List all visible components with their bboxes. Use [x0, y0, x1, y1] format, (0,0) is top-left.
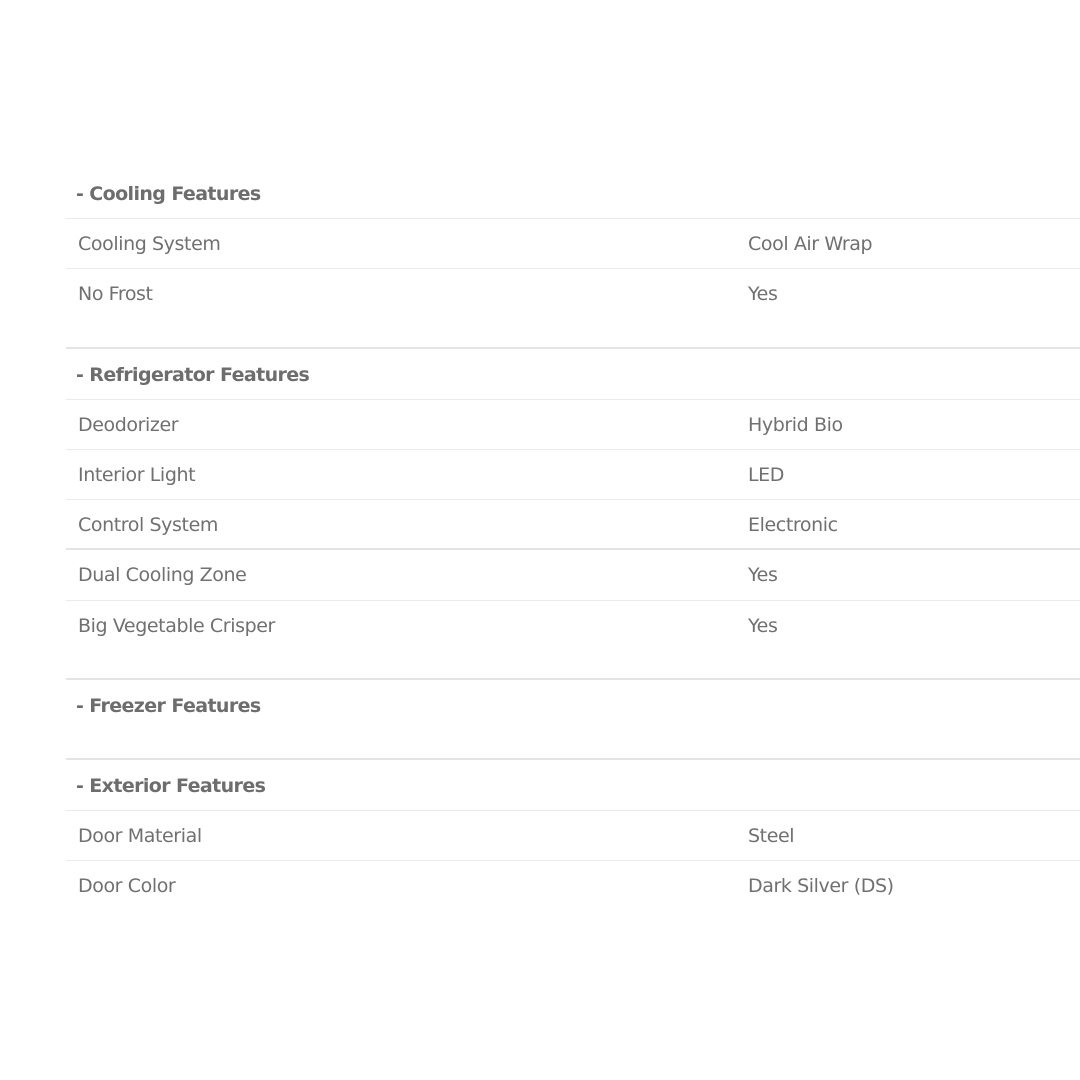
spec-value: Steel	[748, 825, 795, 847]
section-title: - Refrigerator Features	[76, 364, 310, 386]
table-row	[66, 500, 1080, 550]
section-header-exterior	[66, 761, 1080, 811]
table-row	[66, 450, 1080, 500]
spec-label: Cooling System	[78, 233, 221, 255]
section-divider	[66, 347, 1080, 349]
section-header-cooling	[66, 169, 1080, 219]
table-row	[66, 550, 1080, 600]
section-header-refrigerator	[66, 350, 1080, 400]
table-row	[66, 219, 1080, 269]
section-header-freezer	[66, 681, 1080, 731]
table-row	[66, 400, 1080, 450]
spec-value: Electronic	[748, 514, 838, 536]
table-row	[66, 861, 1080, 911]
spec-value: Hybrid Bio	[748, 414, 843, 436]
spec-value: Yes	[748, 283, 778, 305]
section-title: - Freezer Features	[76, 695, 261, 717]
table-row	[66, 601, 1080, 651]
spec-label: No Frost	[78, 283, 153, 305]
table-row	[66, 269, 1080, 319]
spec-label: Big Vegetable Crisper	[78, 615, 275, 637]
spec-label: Door Material	[78, 825, 202, 847]
spec-label: Door Color	[78, 875, 176, 897]
spec-label: Interior Light	[78, 464, 196, 486]
spec-label: Control System	[78, 514, 218, 536]
section-divider	[66, 678, 1080, 680]
section-title: - Cooling Features	[76, 183, 261, 205]
spec-label: Deodorizer	[78, 414, 179, 436]
spec-value: Dark Silver (DS)	[748, 875, 894, 897]
table-row	[66, 811, 1080, 861]
spec-label: Dual Cooling Zone	[78, 564, 247, 586]
spec-value: Cool Air Wrap	[748, 233, 873, 255]
spec-value: Yes	[748, 564, 778, 586]
spec-value: LED	[748, 464, 785, 486]
spec-value: Yes	[748, 615, 778, 637]
section-title: - Exterior Features	[76, 775, 266, 797]
section-divider	[66, 758, 1080, 760]
